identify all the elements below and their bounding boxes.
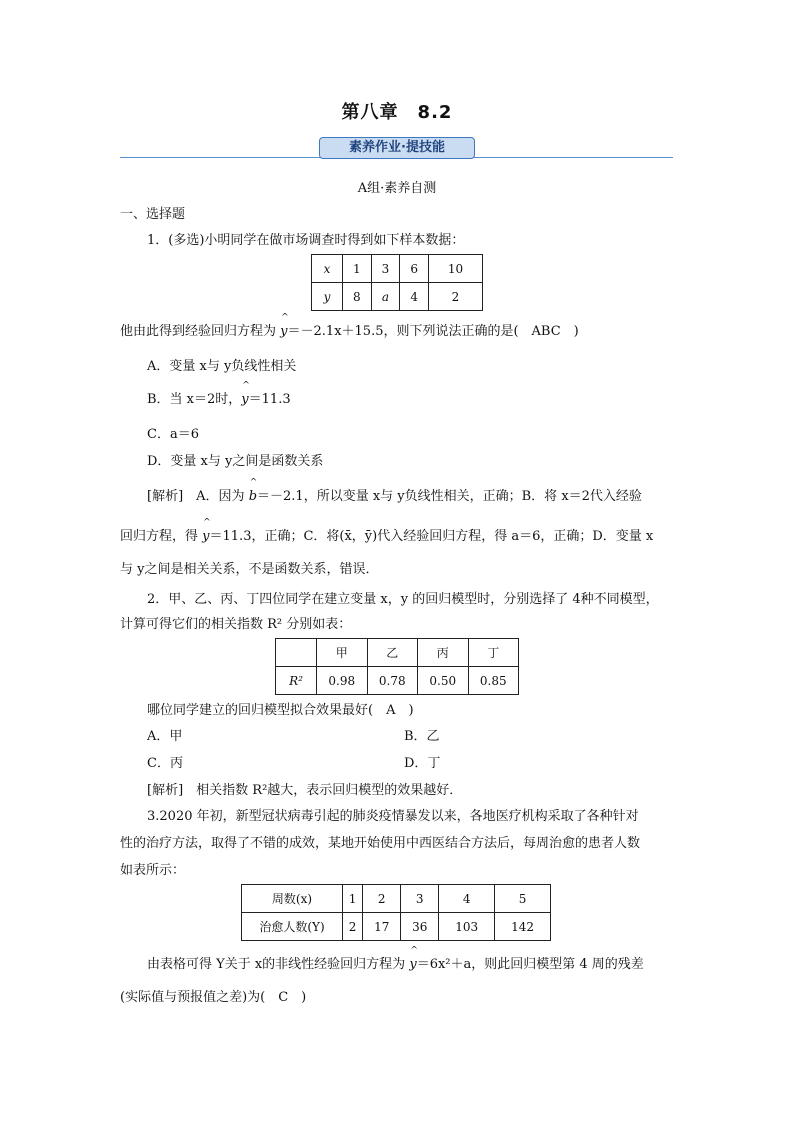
q1-equation-line xyxy=(120,320,579,339)
y-hat-symbol: ^ y xyxy=(280,324,287,339)
q2-value-cell: 0.78 xyxy=(367,667,418,695)
q3-week-cell: 1 xyxy=(343,885,363,913)
q1-analysis-line2 xyxy=(120,525,653,544)
q3-row1-label: 周数(x) xyxy=(242,885,343,913)
q3-week-cell: 4 xyxy=(439,885,495,913)
q1-analysis-line2-rest: ＝11.3，正确；C．将(x̄，ȳ)代入经验回归方程，得 a＝6，正确；D．变量 x xyxy=(209,529,654,544)
q1-data-table xyxy=(311,254,483,311)
q2-value-cell: 0.50 xyxy=(418,667,469,695)
y-hat-symbol: ^ y xyxy=(241,392,248,407)
q2-header-cell: 乙 xyxy=(367,639,418,667)
q3-stem-line3: 如表所示： xyxy=(120,863,186,878)
q2-option-c: C．丙 xyxy=(147,756,183,771)
q1-y-cell: 2 xyxy=(428,283,482,311)
q2-header-cell: 甲 xyxy=(317,639,368,667)
q2-header-cell: 丙 xyxy=(418,639,469,667)
q1-y-cell: 4 xyxy=(400,283,429,311)
q3-cured-cell: 103 xyxy=(439,913,495,941)
q3-week-cell: 2 xyxy=(363,885,401,913)
page-title: 第八章 8.2 xyxy=(341,102,453,123)
q3-week-cell: 5 xyxy=(495,885,551,913)
q1-analysis-line3: 与 y之间是相关关系，不是函数关系，错误． xyxy=(120,562,379,577)
y-hat-symbol: ^ y xyxy=(409,957,416,972)
q1-analysis-line2-prefix: 回归方程，得 xyxy=(120,529,199,544)
q1-x-cell: 10 xyxy=(428,255,482,283)
q1-option-b-prefix: B．当 x＝2时， xyxy=(147,392,242,407)
q1-option-c: C．a＝6 xyxy=(147,427,199,442)
q1-y-cell: a xyxy=(371,283,400,311)
q3-equation-rest: ＝6x²＋a，则此回归模型第 4 周的残差 xyxy=(416,957,644,972)
q1-y-cell: 8 xyxy=(343,283,372,311)
q3-stem-line1: 3.2020 年初，新型冠状病毒引起的肺炎疫情暴发以来，各地医疗机构采取了各种针对 xyxy=(147,809,639,824)
q2-value-cell: 0.85 xyxy=(468,667,519,695)
q2-header-cell: 丁 xyxy=(468,639,519,667)
q3-cured-cell: 36 xyxy=(401,913,439,941)
q3-question-line: (实际值与预报值之差)为( C ) xyxy=(120,990,307,1005)
q2-question: 哪位同学建立的回归模型拟合效果最好( A ) xyxy=(147,703,414,718)
q1-x-label: x xyxy=(323,261,331,276)
q2-option-d: D．丁 xyxy=(404,756,441,771)
q2-option-a: A．甲 xyxy=(147,729,183,744)
q1-analysis-line1 xyxy=(147,485,642,504)
q2-row-label: R² xyxy=(276,667,317,695)
q1-analysis-rest: ＝－2.1，所以变量 x与 y负线性相关，正确；B．将 x＝2代入经验 xyxy=(257,489,642,504)
q1-y-label: y xyxy=(323,289,331,304)
q2-stem-line2: 计算可得它们的相关指数 R² 分别如表： xyxy=(120,617,352,632)
q1-analysis-prefix: [解析] A．因为 xyxy=(147,489,245,504)
q1-option-a: A．变量 x与 y负线性相关 xyxy=(147,359,297,374)
q3-cure-table xyxy=(241,884,551,941)
q2-option-b: B．乙 xyxy=(404,729,440,744)
q1-option-d: D．变量 x与 y之间是函数关系 xyxy=(147,454,324,469)
b-hat-symbol: ^ b xyxy=(249,489,257,504)
y-hat-symbol: ^ y xyxy=(202,529,209,544)
q3-row2-label: 治愈人数(Y) xyxy=(242,913,343,941)
q3-equation-line xyxy=(147,953,644,972)
q3-stem-line2: 性的治疗方法，取得了不错的成效，某地开始使用中西医结合方法后，每周治愈的患者人数 xyxy=(120,836,641,851)
q3-cured-cell: 142 xyxy=(495,913,551,941)
q1-option-b-value: ＝11.3 xyxy=(248,392,291,407)
q3-cured-cell: 2 xyxy=(343,913,363,941)
q2-value-cell: 0.98 xyxy=(317,667,368,695)
q2-analysis: [解析] 相关指数 R²越大，表示回归模型的效果越好． xyxy=(147,783,463,798)
q3-cured-cell: 17 xyxy=(363,913,401,941)
q3-week-cell: 3 xyxy=(401,885,439,913)
q3-equation-prefix: 由表格可得 Y关于 x的非线性经验回归方程为 xyxy=(147,957,406,972)
q2-r-squared-table xyxy=(275,638,519,695)
q1-x-cell: 3 xyxy=(371,255,400,283)
q1-x-cell: 1 xyxy=(343,255,372,283)
section-title: 一、选择题 xyxy=(120,207,186,222)
q1-x-cell: 6 xyxy=(400,255,429,283)
q2-table-corner xyxy=(276,639,317,667)
banner-section xyxy=(120,137,673,159)
q1-equation-rest: ＝－2.1x＋15.5，则下列说法正确的是( ABC ) xyxy=(287,324,579,339)
q1-equation-prefix: 他由此得到经验回归方程为 xyxy=(120,324,277,339)
group-title: A组·素养自测 xyxy=(357,181,437,196)
q1-option-b xyxy=(147,388,291,407)
q2-stem-line1: 2．甲、乙、丙、丁四位同学在建立变量 x，y 的回归模型时，分别选择了 4种不同模型， xyxy=(147,592,659,607)
q1-stem: 1．(多选)小明同学在做市场调查时得到如下样本数据： xyxy=(147,233,465,248)
banner-label: 素养作业·提技能 xyxy=(319,137,475,159)
